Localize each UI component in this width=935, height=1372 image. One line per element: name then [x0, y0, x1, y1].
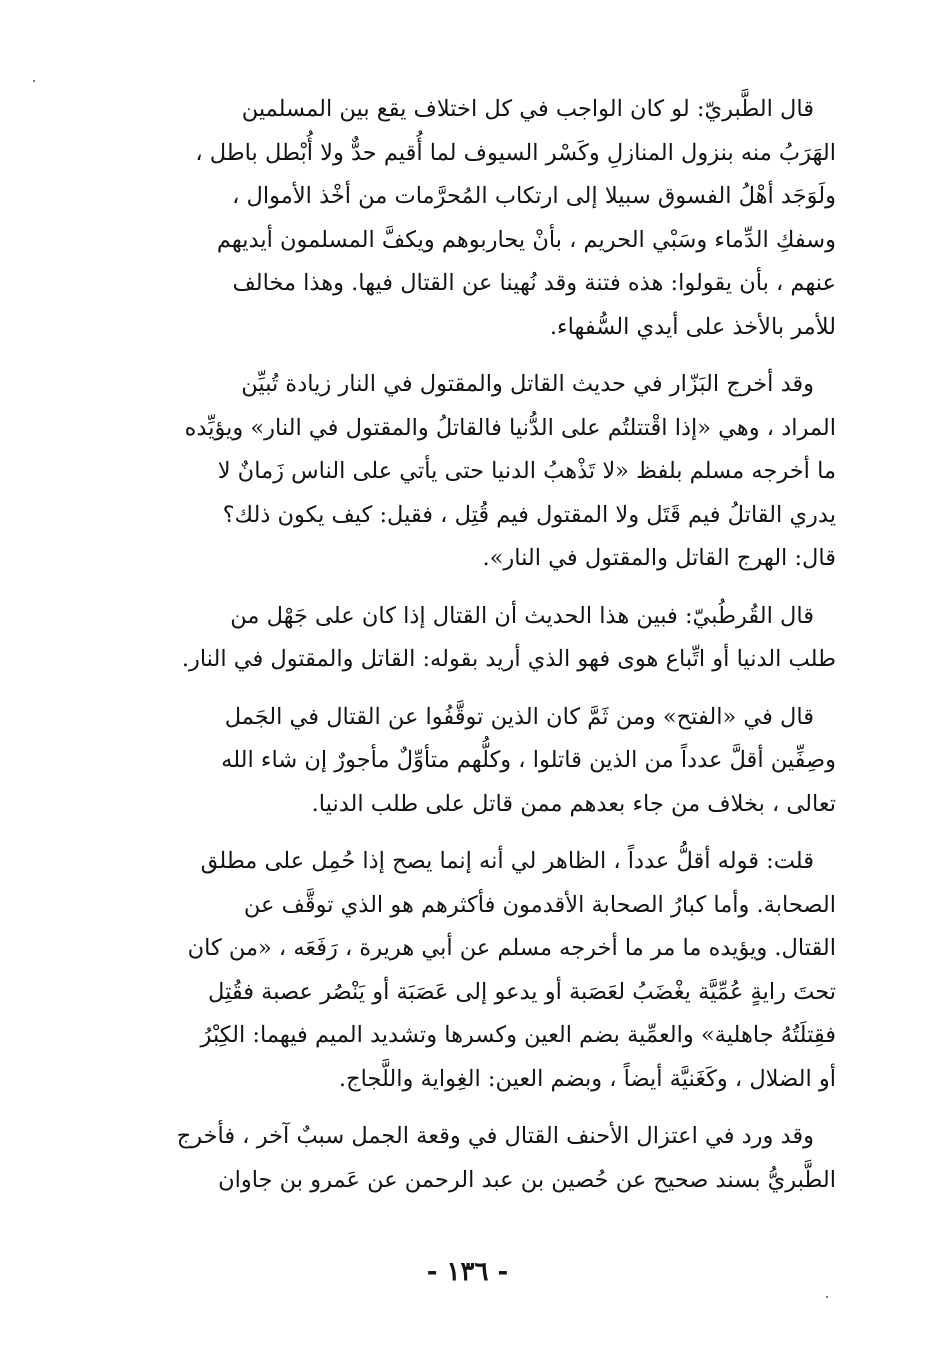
scan-speck [826, 1296, 828, 1298]
paragraph-author-note: قلت: قوله أقلُّ عدداً ، الظاهر لي أنه إنما يصح إذا حُمِل على مطلق الصحابة. وأما كبارُ الصحابة الأقدمون فأكثرهم هو الذي توقَّف عن القتال. ويؤيده ما مر ما أخرجه مسلم عن أبي هريرة ، رَفَعَه ، «من كان تحتَ رايةٍ عُمِّيَّة يغْضَبُ لعَصَبة أو يدعو إلى عَصَبَة أو يَنْصُر عصبة فقُتِل فقِتلَتُهُ جاهلية» والعمِّية بضم العين وكسرها وتشديد الميم فيهما: الكِبْرُ أو الضلال ، وكَغَنيَّة أيضاً ، وبضم العين: الغِواية واللَّجاج. [187, 848, 836, 1092]
scan-speck [33, 80, 35, 82]
paragraph-bazzar-hadith: وقد أخرج البَزّار في حديث القاتل والمقتول في النار زيادة تُبيِّن المراد ، وهي «إذا اقْتتلتُم على الدُّنيا فالقاتلُ والمقتول في النار» ويؤيِّده ما أخرجه مسلم بلفظ «لا تَذْهبُ الدنيا حتى يأتي على الناس زَمانٌ لا يدري القاتلُ فيم قَتَل ولا المقتول فيم قُتِل ، فقيل: كيف يكون ذلك؟ قال: الهرج القاتل والمقتول في النار». [184, 371, 836, 571]
paragraph-ahnaf-report: وقد ورد في اعتزال الأحنف القتال في وقعة الجمل سببٌ آخر ، فأخرج الطَّبريُّ بسند صحيح عن حُصين بن عبد الرحمن عن عَمرو بن جاوان [176, 1123, 836, 1193]
paragraph-qurtubi-opinion: قال القُرطُبيّ: فبين هذا الحديث أن القتال إذا كان على جَهْل من طلب الدنيا أو اتِّباع هوى فهو الذي أريد بقوله: القاتل والمقتول في النار. [181, 602, 836, 672]
page-number: - ١٣٦ - [426, 1257, 509, 1287]
paragraph-tabari-opinion: قال الطَّبريّ: لو كان الواجب في كل اختلاف يقع بين المسلمين الهَرَبُ منه بنزول المنازلِ وكَسْر السيوف لما أُقيم حدٌّ ولا أُبْطل باطل ، ولَوَجَد أهْلُ الفسوق سبيلا إلى ارتكاب المُحرَّمات من أخْذ الأموال ، وسفكِ الدِّماء وسَبْي الحريم ، بأنْ يحاربوهم ويكفَّ المسلمون أيديهم عنهم ، بأن يقولوا: هذه فتنة وقد نُهينا عن القتال فيها. وهذا مخالف للأمر بالأخذ على أيدي السُّفهاء. [195, 96, 836, 340]
paragraph-fath-quote: قال في «الفتح» ومن ثَمَّ كان الذين توقَّفُوا عن القتال في الجَمل وصِفِّين أقلَّ عدداً من الذين قاتلوا ، وكلُّهم متأوِّلٌ مأجورٌ إن شاء الله تعالى ، بخلاف من جاء بعدهم ممن قاتل على طلب الدنيا. [221, 703, 836, 817]
page-body [128, 88, 836, 1216]
